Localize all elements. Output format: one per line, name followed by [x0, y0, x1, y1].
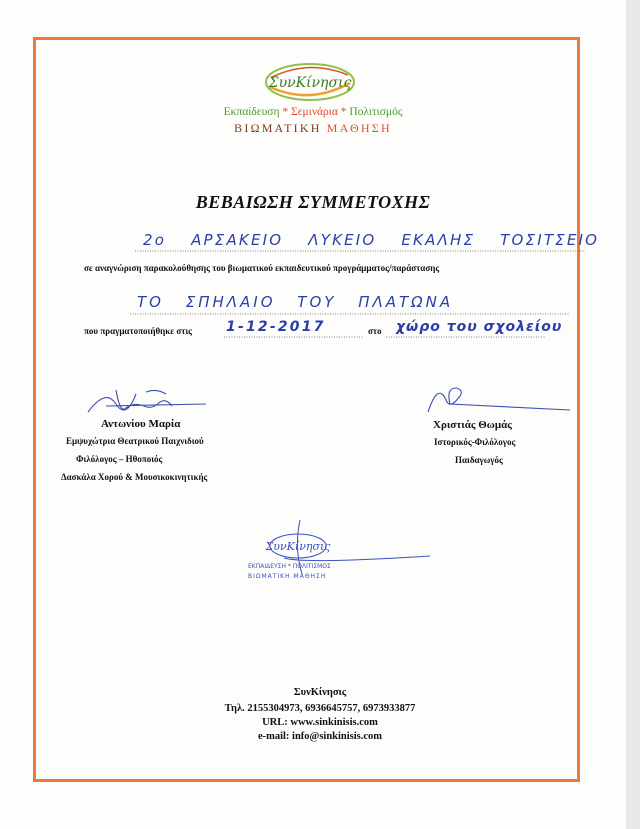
place-handwritten: χώρο του σχολείου — [396, 319, 563, 335]
logo-text: ΣυνΚίνησις — [268, 75, 352, 91]
subtitle-experiential: ΒΙΩΜΑΤΙΚΗ — [234, 121, 322, 135]
scan-edge — [626, 0, 640, 829]
sinkinisis-logo — [262, 61, 358, 103]
place-underline — [386, 336, 546, 339]
date-place-row — [84, 319, 564, 342]
footer-email: e-mail: info@sinkinisis.com — [257, 731, 383, 742]
tagline — [0, 106, 626, 118]
stamp-line-2: ΒΙΩΜΑΤΙΚΗ ΜΑΘΗΣΗ — [248, 573, 327, 580]
held-on-label: που πραγματοποιήθηκε στις — [84, 326, 192, 336]
date-underline — [224, 336, 364, 339]
recognition-text: σε αναγνώριση παρακολούθησης του βιωματικού εκπαιδευτικού προγράμματος/παράστασης — [84, 263, 440, 273]
signatory-right-role-1: Ιστορικός-Φιλόλογος — [434, 437, 516, 447]
signatory-left-role-3: Δασκάλα Χορού & Μουσικοκινητικής — [61, 472, 208, 482]
tagline-separator: * — [340, 106, 347, 118]
signatory-left-role-2: Φιλόλογος – Ηθοποιός — [76, 454, 163, 464]
signatory-left-name: Αντωνίου Μαρία — [101, 418, 181, 430]
program-name-handwritten: ΤΟ ΣΠΗΛΑΙΟ ΤΟΥ ΠΛΑΤΩΝΑ — [137, 293, 454, 311]
footer-org: ΣυνΚίνησις — [293, 687, 347, 698]
stamp-line-1: ΕΚΠΑΙΔΕΥΣΗ * ΠΟΛΙΤΙΣΜΟΣ — [248, 563, 331, 570]
footer-url: URL: www.sinkinisis.com — [262, 717, 378, 728]
organization-stamp — [244, 518, 434, 592]
tagline-separator: * — [282, 106, 289, 118]
school-underline — [135, 250, 585, 254]
signature-left — [86, 384, 236, 418]
certificate-title: ΒΕΒΑΙΩΣΗ ΣΥΜΜΕΤΟΧΗΣ — [195, 192, 431, 212]
signatory-left-role-1: Εμψυχώτρια Θεατρικού Παιχνιδιού — [66, 436, 204, 446]
signature-right — [420, 382, 570, 418]
subtitle — [0, 121, 626, 136]
tagline-education: Εκπαίδευση — [223, 106, 280, 118]
school-name-handwritten: 2ο ΑΡΣΑΚΕΙΟ ΛΥΚΕΙΟ ΕΚΑΛΗΣ ΤΟΣΙΤΣΕΙΟ — [143, 231, 600, 249]
signatory-right-role-2: Παιδαγωγός — [455, 455, 503, 465]
at-label: στο — [368, 326, 382, 336]
tagline-culture: Πολιτισμός — [349, 106, 403, 118]
signatory-right-name: Χριστιάς Θωμάς — [433, 419, 512, 431]
subtitle-learning: ΜΑΘΗΣΗ — [326, 121, 392, 135]
footer-phones: Τηλ. 2155304973, 6936645757, 6973933877 — [224, 703, 416, 714]
date-handwritten: 1-12-2017 — [226, 319, 326, 335]
stamp-logo-text: ΣυνΚίνησις — [265, 540, 331, 553]
program-underline — [130, 313, 570, 317]
tagline-seminars: Σεμινάρια — [291, 106, 338, 118]
